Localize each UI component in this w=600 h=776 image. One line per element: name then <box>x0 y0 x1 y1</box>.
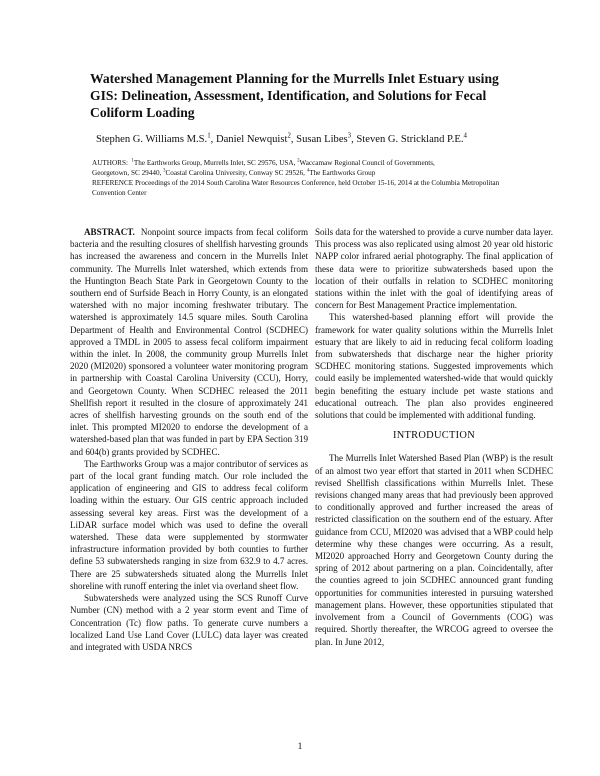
author-affiliation-mark: 4 <box>463 132 467 140</box>
reference-line <box>92 178 532 198</box>
author-affiliation-mark: 2 <box>287 132 291 140</box>
reference-label: REFERENCE <box>92 179 134 187</box>
author-name: Steven G. Strickland P.E. <box>356 134 464 145</box>
author-affiliation-mark: 3 <box>347 132 352 140</box>
affiliation-3: Coastal Carolina University, Conway SC 29526, <box>165 169 305 177</box>
section-heading-introduction: INTRODUCTION <box>392 430 476 442</box>
affiliation-2: Waccamaw Regional Council of Governments, <box>299 159 435 167</box>
author-name: Daniel Newquist <box>215 134 288 145</box>
author-list: Stephen G. Williams M.S.$^1$, Daniel Newquist$^2$, Susan Libes$^3$, Steven G. Strickland P.E.$^4$ <box>96 132 467 145</box>
affiliation-mark: 1 <box>131 158 134 164</box>
abstract-label: ABSTRACT. <box>84 227 135 237</box>
affiliations-line <box>92 168 532 178</box>
affiliation-1: The Earthworks Group, Murrells Inlet, SC 29576, USA, <box>133 159 296 167</box>
author-name: Susan Libes <box>296 134 348 145</box>
page-number: 1 <box>297 742 303 752</box>
affiliation-4: The Earthworks Group <box>309 169 376 177</box>
author-name: Stephen G. Williams M.S. <box>96 134 208 145</box>
body-paragraph: The Murrells Inlet Watershed Based Plan (WBP) is the result of an almost two year effort that started in 2011 when SCDHEC revised Shellfish classifications within Murrells Inlet. These revisions changed many areas that had previously been approved to conditionally approved and further increased the areas of restricted classification on the southern end of the estuary. After guidance from CCU, MI2020 was advised that a WBP could help determine why these changes were occurring. As a result, MI2020 approached Horry and Georgetown County during the spring of 2012 about partnering on a plan. Coincidentally, after the counties agreed to join SCDHEC announced grant funding opportunities for communities interested in pursuing watershed management plans. However, these opportunities stipulated that involvement from a Council of Governments (COG) was required. Shortly thereafter, the WRCOG agreed to oversee the plan. In June 2012, <box>315 453 553 647</box>
body-paragraph: The Earthworks Group was a major contributor of services as part of the local grant funding match. Our role included the application of engineering and GIS to address fecal coliform loading within the estuary. Our GIS centric approach included assessing several key areas. First was the development of a LiDAR surface model which was used to define the overall watershed. These data were supplemented by stormwater infrastructure information provided by both counties to further define 53 subwatersheds ranging in size from 632.9 to 4.7 acres. There are 25 subwatersheds situated along the Murrells Inlet shoreline with runoff entering the inlet via overland sheet flow. <box>70 458 308 591</box>
body-paragraph: Subwatersheds were analyzed using the SCS Runoff Curve Number (CN) method with a 2 year storm event and Time of Concentration (Tc) flow paths. To generate curve numbers a localized Land Use Land Cover (LULC) data layer was created and integrated with USDA NRCS <box>70 593 308 652</box>
affiliation-2-cont: Georgetown, SC 29440, <box>92 169 162 177</box>
right-column <box>315 226 553 648</box>
body-paragraph: Soils data for the watershed to provide a curve number data layer. This process was also replicated using almost 20 year old historic NAPP color infrared aerial photography. The final application of these data were to prioritize subwatersheds based upon the location of their outfalls in relation to SCDHEC monitoring stations within the inlet with the goal of identifying areas of concern for Best Management Practice implementation. <box>315 227 553 311</box>
affiliations-block <box>92 158 532 198</box>
affiliations-label: AUTHORS: <box>92 159 128 167</box>
affiliation-mark: 2 <box>297 158 300 164</box>
abstract-text: Nonpoint source impacts from fecal coliform bacteria and the resulting closures of shellfish harvesting grounds has increased the awareness and concern in the Murrells Inlet community. The Murrells Inlet watershed, which extends from the Huntington Beach State Park in Georgetown County to the southern end of Surfside Beach in Horry County, is an elongated watershed with no major incoming freshwater tributary. The watershed is approximately 14.5 square miles. South Carolina Department of Health and Environmental Control (SCDHEC) approved a TMDL in 2005 to assess fecal coliform impairment within the inlet. In 2008, the community group Murrells Inlet 2020 (MI2020) sponsored a volunteer water monitoring program in partnership with Coastal Carolina University (CCU), Horry, and Georgetown County. When SCDHEC released the 2011 Shellfish report it resulted in the closure of approximately 241 acres of shellfish harvesting grounds on the south end of the inlet. This prompted MI2020 to endorse the development of a watershed-based plan that was funded in part by EPA Section 319 and 604(b) grants provided by SCDHEC. <box>70 227 309 457</box>
body-paragraph: This watershed-based planning effort will provide the framework for water quality solutions within the Murrells Inlet estuary that are likely to aid in reducing fecal coliform loading from subwatersheds that discharge near the higher priority SCDHEC monitoring stations. Suggested improvements which could easily be implemented watershed-wide that would quickly begin benefiting the estuary include pet waste stations and educational outreach. The plan also provides engineered solutions that could be implemented with additional funding. <box>315 312 553 421</box>
affiliation-mark: 4 <box>306 168 310 174</box>
paper-title: Watershed Management Planning for the Murrells Inlet Estuary using GIS: Delineation, Assessment, Identification, and Solutions for Fecal Coliform Loading <box>90 71 499 120</box>
abstract-paragraph <box>70 226 308 458</box>
affiliation-mark: 3 <box>163 168 166 174</box>
author-affiliation-mark: 1 <box>207 132 211 140</box>
left-column <box>70 226 308 653</box>
reference-text: Proceedings of the 2014 South Carolina Water Resources Conference, held October 15-16, 2014 at the Columbia Metropolitan Convention Center <box>92 179 500 197</box>
affiliations-line <box>92 158 532 168</box>
